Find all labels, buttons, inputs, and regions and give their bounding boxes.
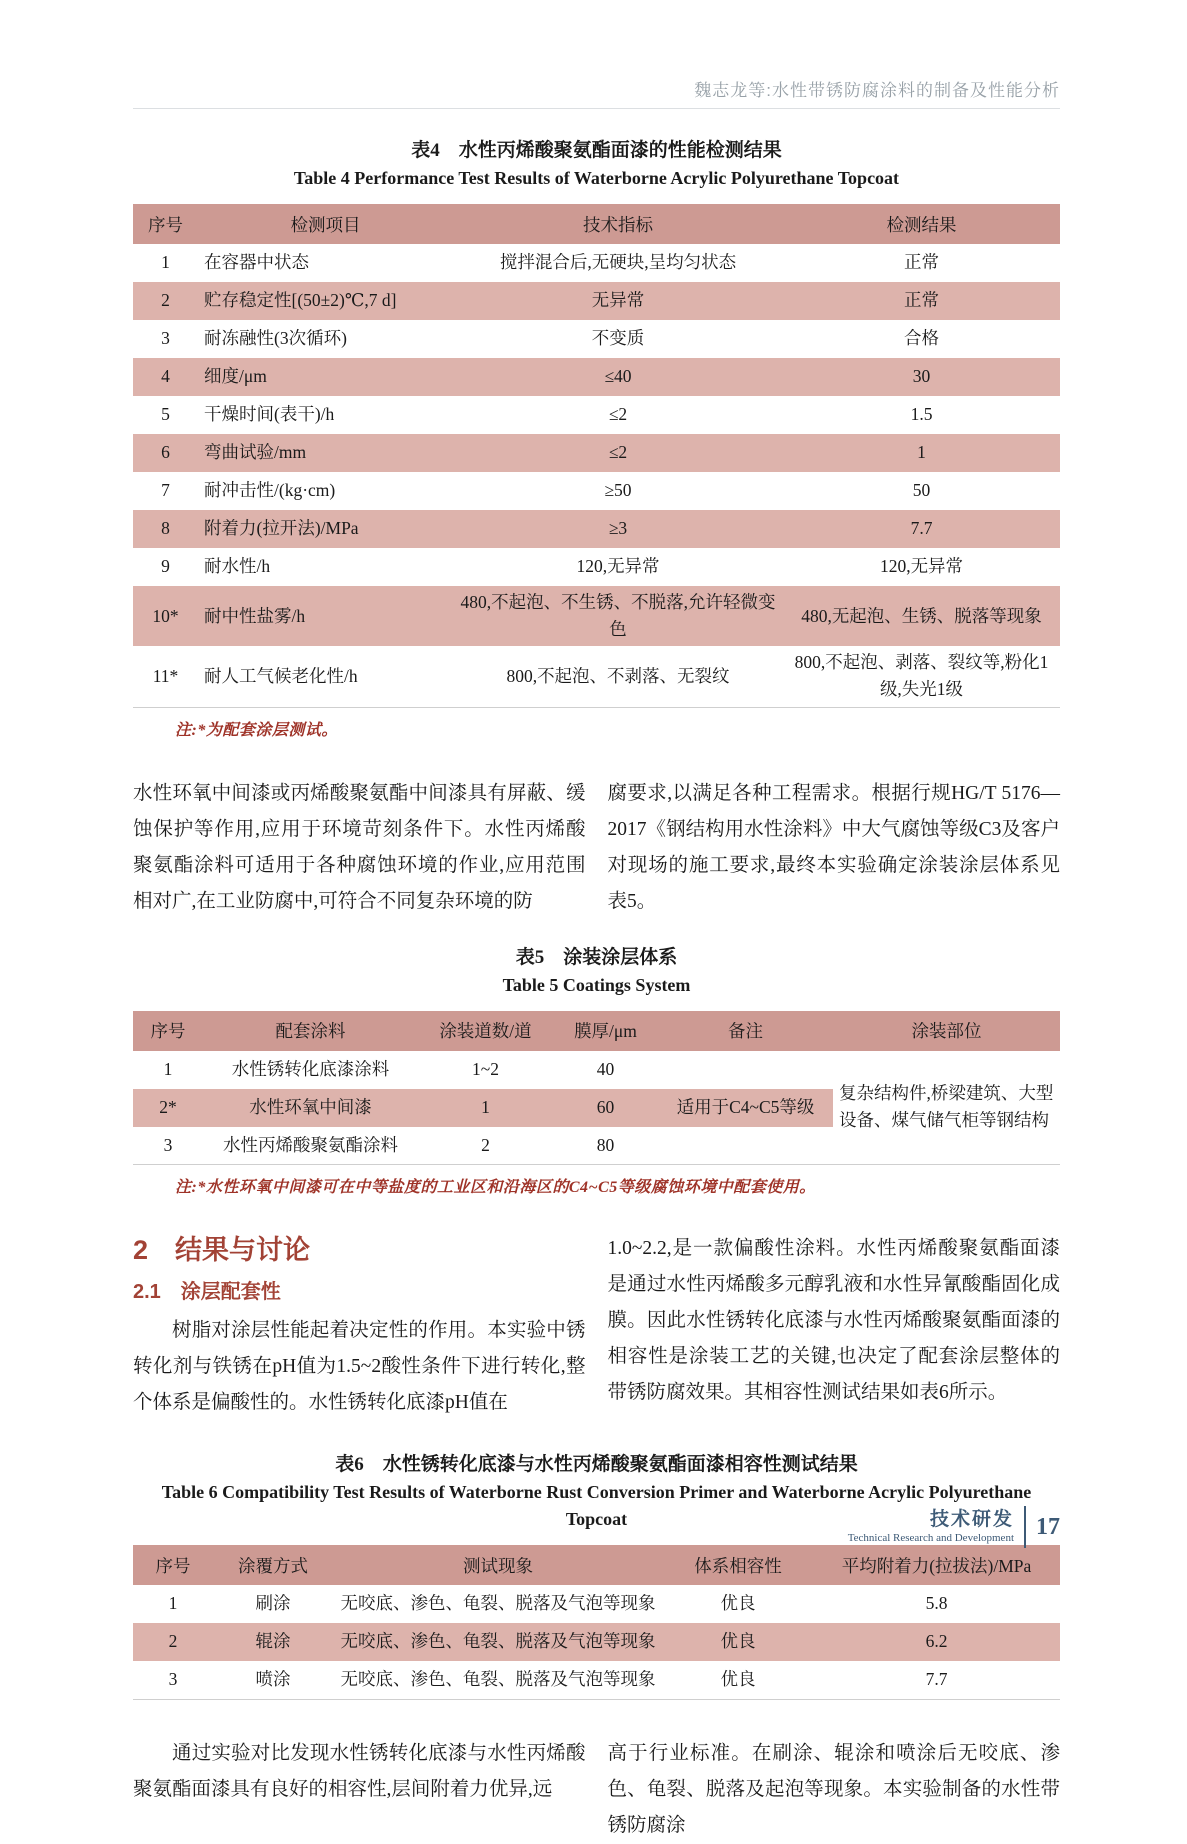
cell-adhesion: 6.2	[813, 1623, 1060, 1661]
table-row	[133, 1623, 1060, 1661]
cell-no: 3	[168, 1669, 178, 1690]
cell-spec: ≥3	[453, 510, 783, 548]
t6-col-compatibility: 体系相容性	[663, 1545, 813, 1585]
table5-note: 注:*水性环氧中间漆可在中等盐度的工业区和沿海区的C4~C5等级腐蚀环境中配套使用。	[175, 1179, 816, 1196]
table5-header-row	[133, 1011, 1060, 1051]
cell-item: 耐中性盐雾/h	[198, 586, 453, 646]
cell-result: 30	[783, 358, 1060, 396]
running-head-rule	[133, 108, 1060, 109]
cell-result: 800,不起泡、剥落、裂纹等,粉化1级,失光1级	[794, 652, 1049, 700]
cell-passes: 1~2	[472, 1058, 499, 1079]
cell-remark	[658, 1051, 833, 1089]
table5-caption-cn: 表5 涂装涂层体系	[515, 946, 678, 968]
table4	[133, 204, 1060, 708]
table-row	[133, 548, 1060, 586]
cell-remark: 适用于C4~C5等级	[658, 1089, 833, 1127]
t6-col-phenomenon: 测试现象	[333, 1545, 663, 1585]
table-row	[133, 1585, 1060, 1623]
paragraph-right: 高于行业标准。在刷涂、辊涂和喷涂后无咬底、渗色、龟裂、脱落及起泡等现象。本实验制备的水性带锈防腐涂	[607, 1742, 1060, 1836]
table6-header-row	[133, 1545, 1060, 1585]
table-row	[133, 358, 1060, 396]
table5-caption-en: Table 5 Coatings System	[502, 974, 691, 995]
cell-no: 8	[133, 510, 198, 548]
table6-caption-en-2: Topcoat	[565, 1509, 628, 1529]
table6-caption-cn: 表6 水性锈转化底漆与水性丙烯酸聚氨酯面漆相容性测试结果	[335, 1454, 858, 1475]
cell-compatibility: 优良	[663, 1623, 813, 1661]
paragraph-left: 水性环氧中间漆或丙烯酸聚氨酯中间漆具有屏蔽、缓蚀保护等作用,应用于环境苛刻条件下。水性丙烯酸聚氨酯涂料可适用于各种腐蚀环境的作业,应用范围相对广,在工业防腐中,可符合不同复杂环境的防	[133, 782, 586, 912]
table-row	[133, 282, 1060, 320]
cell-no: 5	[161, 404, 170, 425]
table4-caption-en: Table 4 Performance Test Results of Waterborne Acrylic Polyurethane Topcoat	[293, 168, 900, 188]
table4-caption-cn: 表4 水性丙烯酸聚氨酯面漆的性能检测结果	[411, 140, 782, 161]
t5-col-location: 涂装部位	[833, 1011, 1060, 1051]
running-head: 魏志龙等:水性带锈防腐涂料的制备及性能分析	[694, 81, 1060, 100]
table4-note: 注:*为配套涂层测试。	[175, 721, 338, 739]
section-2-block	[133, 1231, 1060, 1421]
t5-col-passes: 涂装道数/道	[418, 1011, 553, 1051]
cell-no: 2*	[133, 1089, 203, 1127]
cell-spec: 搅拌混合后,无硬块,呈均匀状态	[499, 252, 737, 273]
table-row	[133, 1051, 1060, 1089]
cell-result: 正常	[904, 252, 939, 273]
cell-item: 弯曲试验/mm	[198, 434, 453, 472]
table5	[133, 1011, 1060, 1166]
cell-no: 10*	[133, 586, 198, 646]
cell-spec: 480,不起泡、不生锈、不脱落,允许轻微变色	[453, 586, 783, 646]
footer-section-en: Technical Research and Development	[847, 1532, 1014, 1544]
t5-col-remark: 备注	[658, 1011, 833, 1051]
cell-thickness: 60	[553, 1089, 658, 1127]
section-heading: 2 结果与讨论	[133, 1235, 311, 1265]
cell-no: 1	[163, 1058, 173, 1079]
cell-result: 1	[783, 434, 1060, 472]
cell-thickness: 40	[596, 1058, 615, 1079]
table-row	[133, 320, 1060, 358]
cell-item: 耐冻融性(3次循环)	[204, 328, 347, 349]
t4-col-item: 检测项目	[198, 204, 453, 244]
cell-item: 耐冲击性/(kg·cm)	[204, 480, 336, 501]
footer-divider	[1024, 1506, 1026, 1548]
table4-caption	[133, 137, 1060, 192]
cell-phenomenon: 无咬底、渗色、龟裂、脱落及气泡等现象	[333, 1623, 663, 1661]
table-row	[133, 472, 1060, 510]
cell-location-merged: 复杂结构件,桥梁建筑、大型设备、煤气储气柜等钢结构	[833, 1051, 1060, 1165]
table-row	[133, 244, 1060, 282]
cell-method: 喷涂	[255, 1669, 291, 1690]
cell-item: 附着力(拉开法)/MPa	[198, 510, 453, 548]
cell-phenomenon: 无咬底、渗色、龟裂、脱落及气泡等现象	[340, 1593, 656, 1614]
subsection-heading: 2.1 涂层配套性	[133, 1281, 281, 1303]
cell-no: 1	[161, 252, 170, 273]
cell-no: 2	[133, 282, 198, 320]
table-row	[133, 1661, 1060, 1699]
cell-spec: ≤40	[453, 358, 783, 396]
cell-result: 120,无异常	[879, 556, 964, 577]
cell-no: 2	[133, 1623, 213, 1661]
cell-no: 9	[161, 556, 170, 577]
cell-no: 3	[163, 1134, 173, 1155]
t5-col-no: 序号	[133, 1011, 203, 1051]
table-row	[133, 396, 1060, 434]
t6-col-method: 涂覆方式	[213, 1545, 333, 1585]
cell-method: 刷涂	[255, 1593, 291, 1614]
table4-header-row	[133, 204, 1060, 244]
cell-thickness: 80	[596, 1134, 615, 1155]
cell-compatibility: 优良	[720, 1593, 756, 1614]
cell-item: 干燥时间(表干)/h	[204, 404, 335, 425]
table-row	[133, 434, 1060, 472]
t5-col-thickness: 膜厚/μm	[553, 1011, 658, 1051]
cell-spec: 不变质	[591, 328, 645, 349]
cell-item: 耐人工气候老化性/h	[204, 665, 358, 686]
cell-result: 合格	[904, 328, 939, 349]
t6-col-no: 序号	[133, 1545, 213, 1585]
table6	[133, 1545, 1060, 1700]
cell-spec: 无异常	[453, 282, 783, 320]
cell-result: 480,无起泡、生锈、脱落等现象	[783, 586, 1060, 646]
cell-item: 在容器中状态	[204, 252, 309, 273]
cell-coating: 水性环氧中间漆	[203, 1089, 418, 1127]
footer-section-cn: 技术研发	[929, 1509, 1014, 1530]
cell-result: 50	[912, 480, 931, 501]
cell-result: 正常	[783, 282, 1060, 320]
table-row	[133, 586, 1060, 646]
table6-caption-en-1: Table 6 Compatibility Test Results of Waterborne Rust Conversion Primer and Waterborne Acrylic Polyurethane	[161, 1482, 1032, 1502]
cell-phenomenon: 无咬底、渗色、龟裂、脱落及气泡等现象	[340, 1669, 656, 1690]
cell-item: 贮存稳定性[(50±2)℃,7 d]	[198, 282, 453, 320]
paragraph-block-1	[133, 776, 1060, 920]
cell-remark	[658, 1127, 833, 1165]
t6-col-adhesion: 平均附着力(拉拔法)/MPa	[813, 1545, 1060, 1585]
paragraph-left: 通过实验对比发现水性锈转化底漆与水性丙烯酸聚氨酯面漆具有良好的相容性,层间附着力优异,远	[133, 1742, 586, 1800]
t4-col-no: 序号	[133, 204, 198, 244]
cell-adhesion: 5.8	[925, 1593, 948, 1614]
cell-spec: 800,不起泡、不剥落、无裂纹	[506, 665, 730, 686]
cell-result: 7.7	[783, 510, 1060, 548]
cell-no: 3	[161, 328, 170, 349]
cell-no: 6	[133, 434, 198, 472]
cell-item: 耐水性/h	[204, 556, 271, 577]
paragraph-right: 腐要求,以满足各种工程需求。根据行规HG/T 5176—2017《钢结构用水性涂料》中大气腐蚀等级C3及客户对现场的施工要求,最终本实验确定涂装涂层体系见表5。	[607, 782, 1060, 912]
page-number: 17	[1036, 1513, 1060, 1540]
cell-no: 1	[168, 1593, 178, 1614]
cell-result: 1.5	[910, 404, 933, 425]
paragraph-block-2	[133, 1736, 1060, 1844]
table-row	[133, 646, 1060, 707]
table-row	[133, 510, 1060, 548]
cell-spec: ≤2	[608, 404, 628, 425]
section-2-left-column	[133, 1231, 586, 1421]
t4-col-spec: 技术指标	[453, 204, 783, 244]
t5-col-coating: 配套涂料	[203, 1011, 418, 1051]
cell-method: 辊涂	[213, 1623, 333, 1661]
cell-coating: 水性丙烯酸聚氨酯涂料	[223, 1134, 398, 1155]
cell-spec: 120,无异常	[576, 556, 660, 577]
page-footer	[848, 1506, 1060, 1548]
cell-no: 11*	[152, 665, 179, 686]
cell-item: 细度/μm	[198, 358, 453, 396]
section-paragraph-right: 1.0~2.2,是一款偏酸性涂料。水性丙烯酸聚氨酯面漆是通过水性丙烯酸多元醇乳液和水性异氰酸酯固化成膜。因此水性锈转化底漆与水性丙烯酸聚氨酯面漆的相容性是涂装工艺的关键,也决定了配套涂层整体的带锈防腐效果。其相容性测试结果如表6所示。	[607, 1238, 1060, 1403]
cell-coating: 水性锈转化底漆涂料	[231, 1058, 390, 1079]
section-paragraph-left: 树脂对涂层性能起着决定性的作用。本实验中锈转化剂与铁锈在pH值为1.5~2酸性条件下进行转化,整个体系是偏酸性的。水性锈转化底漆pH值在	[133, 1320, 586, 1413]
cell-no: 7	[161, 480, 170, 501]
cell-passes: 1	[418, 1089, 553, 1127]
cell-spec: ≤2	[453, 434, 783, 472]
table5-caption	[133, 944, 1060, 999]
cell-no: 4	[133, 358, 198, 396]
footer-section-labels	[848, 1509, 1014, 1545]
cell-passes: 2	[481, 1134, 490, 1155]
cell-adhesion: 7.7	[925, 1669, 948, 1690]
cell-compatibility: 优良	[720, 1669, 756, 1690]
t4-col-result: 检测结果	[783, 204, 1060, 244]
cell-spec: ≥50	[604, 480, 632, 501]
